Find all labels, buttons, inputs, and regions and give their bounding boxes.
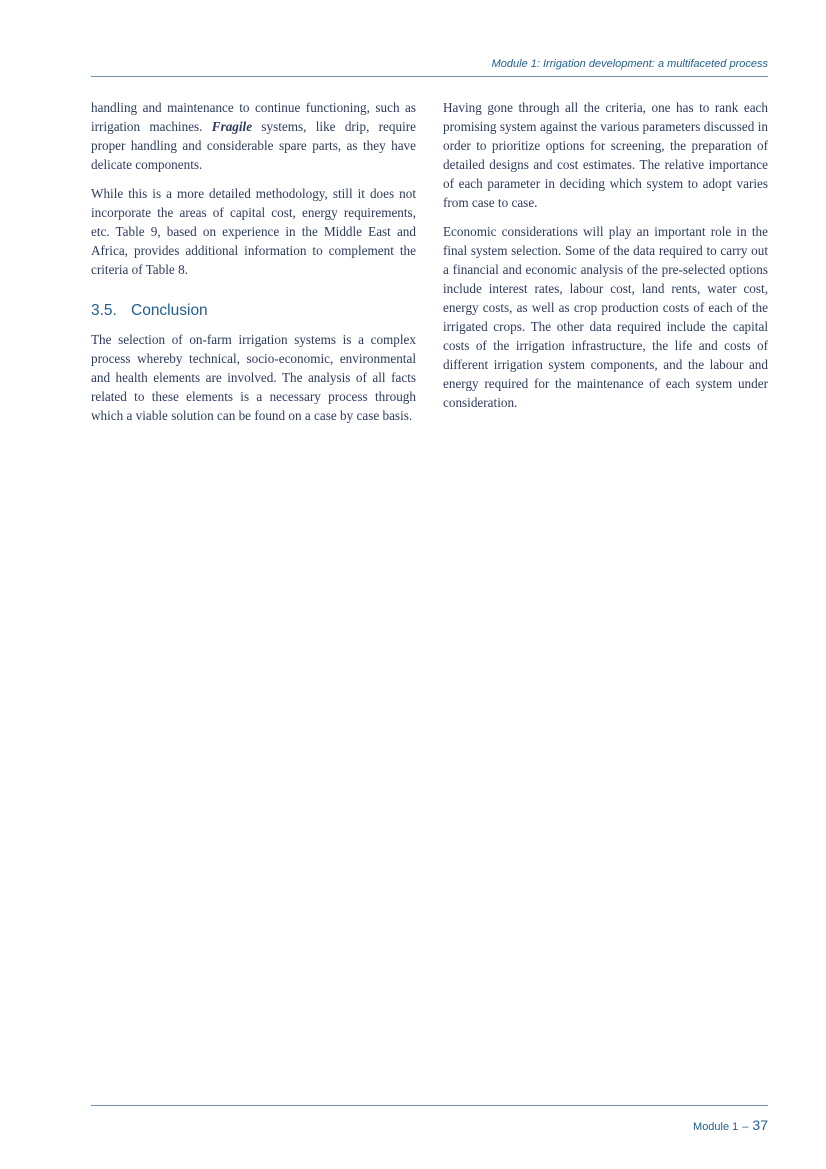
left-column <box>91 98 416 435</box>
paragraph-text-end: systems, like drip, require proper handling and considerable spare parts, as they have delicate components. <box>91 119 417 172</box>
page-footer <box>693 1117 768 1135</box>
running-header: Module 1: Irrigation development: a multifaceted process <box>491 58 768 70</box>
paragraph-economic: Economic considerations will play an important role in the final system selection. Some of the data required to carry out a financial and economic analysis of the pre-selected options include interest rates, labour cost, land rents, water cost, energy costs, as well as crop production costs of each of the irrigated crops. The other data required include the capital costs of the irrigation infrastructure, the life and costs of different irrigation system components, and the labour and energy required for the maintenance of each system under consideration. <box>443 224 768 410</box>
section-heading <box>91 301 416 321</box>
section-number: 3.5. <box>91 302 117 319</box>
paragraph-continuation <box>91 98 416 174</box>
right-column <box>443 98 768 422</box>
emphasis-fragile: Fragile <box>211 119 253 134</box>
page-number: 37 <box>752 1117 768 1133</box>
paragraph-methodology: While this is a more detailed methodology, still it does not incorporate the areas of capital cost, energy requirements, etc. Table 9, based on experience in the Middle East and Africa, provides additional information to complement the criteria of Table 8. <box>91 186 416 277</box>
footer-divider <box>91 1105 768 1106</box>
section-title: Conclusion <box>131 302 208 319</box>
paragraph-text-start: handling and maintenance to continue functioning, such as irrigation machines. <box>91 100 416 134</box>
paragraph-ranking: Having gone through all the criteria, one has to rank each promising system against the various parameters discussed in order to prioritize options for screening, the preparation of detailed designs and cost estimates. The relative importance of each parameter in deciding which system to adopt varies from case to case. <box>443 100 768 210</box>
footer-module-label: Module 1 <box>693 1121 739 1133</box>
footer-separator: – <box>742 1121 749 1133</box>
paragraph-conclusion: The selection of on-farm irrigation systems is a complex process whereby technical, socio-economic, environmental and health elements are involved. The analysis of all facts related to these elements is a necessary process through which a viable solution can be found on a case by case basis. <box>91 332 416 423</box>
header-divider <box>91 76 768 77</box>
